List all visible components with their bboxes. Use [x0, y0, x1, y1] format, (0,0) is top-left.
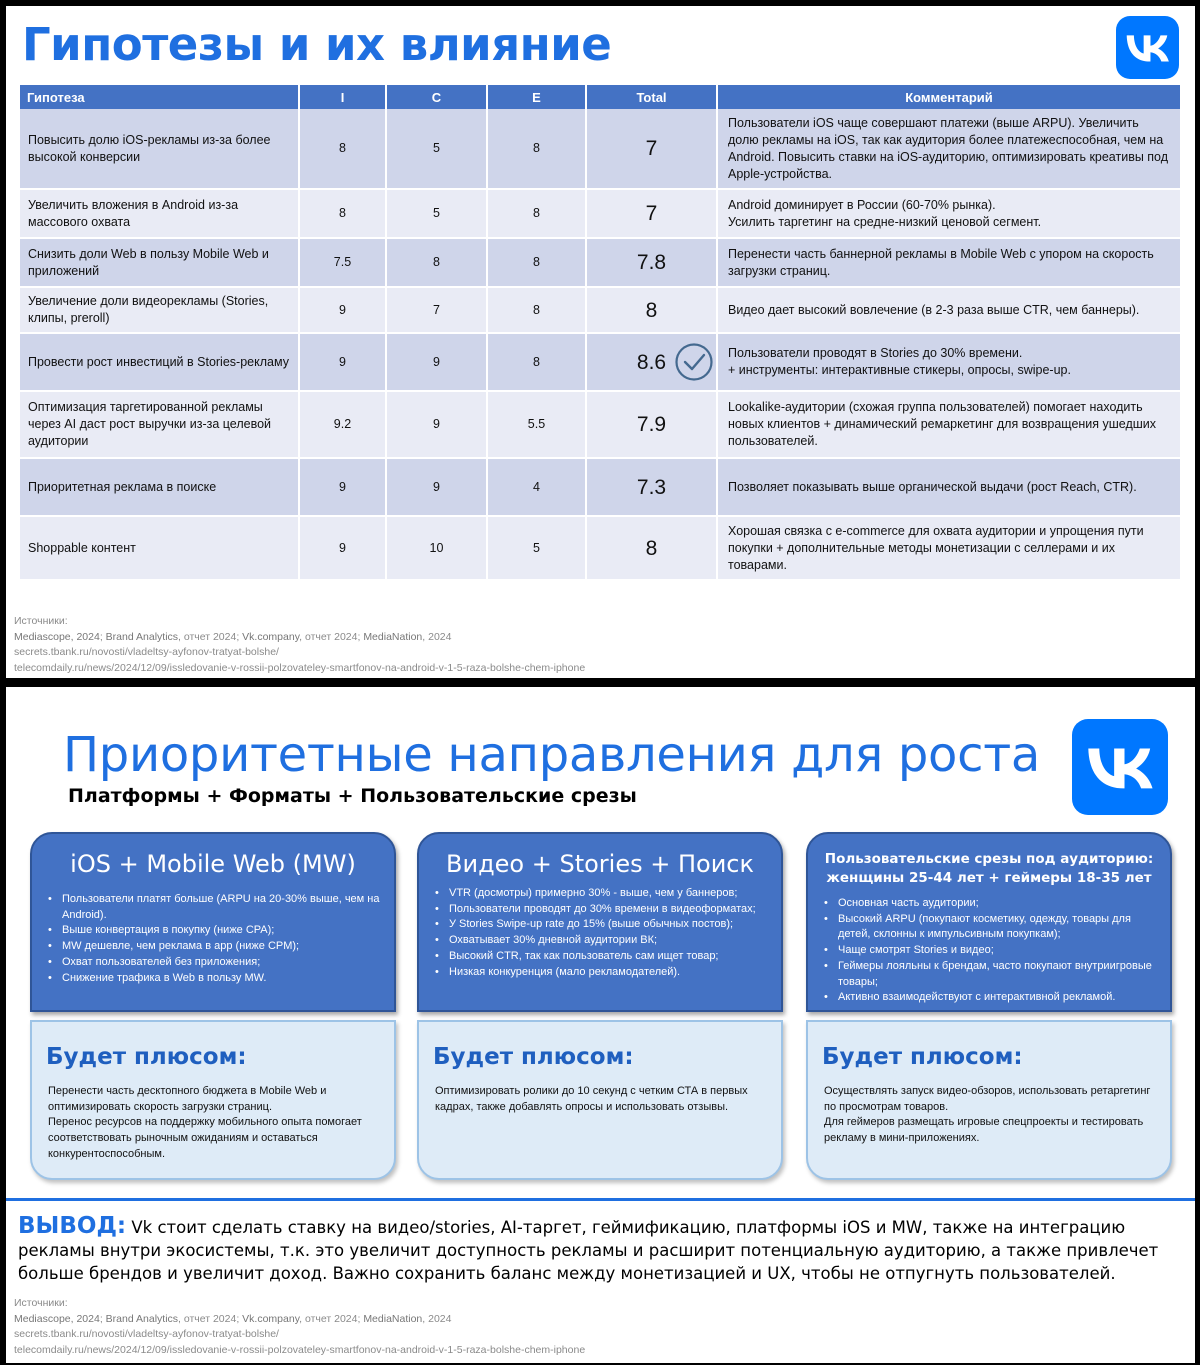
comment-line: Пользователи проводят в Stories до 30% времени.: [728, 346, 1023, 360]
c-score-cell: 9: [386, 333, 487, 391]
source-link[interactable]: telecomdaily.ru/news/2024/12/09/issledovanie-v-rossii-polzovateley-smartfonov-na-android-v-1-5-raza-bolshe-chem-iphone: [14, 1343, 586, 1356]
panel-plus-ios: [30, 1020, 396, 1180]
check-circle-icon: [674, 342, 714, 382]
e-score-cell: 5: [487, 516, 586, 580]
comment-cell: Перенести часть баннерной рекламы в Mobile Web с упором на скорость загрузки страниц.: [717, 238, 1181, 287]
plus-line: Для геймеров размещать игровые спецпроекты и тестировать рекламу в мини-приложениях.: [824, 1116, 1144, 1145]
column-header-c: C: [386, 85, 487, 109]
list-item: • Активно взаимодействуют с интерактивной рекламой.: [808, 990, 1170, 1006]
table-header-row: [20, 85, 1181, 109]
list-item: • У Stories Swipe-up rate до 15% (выше обычных постов);: [419, 917, 781, 933]
i-score-cell: 9: [299, 333, 386, 391]
slide-hypotheses: [6, 6, 1195, 678]
source-link[interactable]: secrets.tbank.ru/novosti/vladeltsy-ayfonov-tratyat-bolshe/: [14, 646, 279, 658]
sources-label: Источники:: [14, 615, 68, 627]
list-item: • Низкая конкуренция (мало рекламодателей).: [419, 965, 781, 981]
panel-title: iOS + Mobile Web (MW): [70, 850, 356, 878]
column-header-hypothesis: Гипотеза: [20, 85, 299, 109]
hypothesis-cell: Увеличение доли видеорекламы (Stories, клипы, preroll): [20, 287, 299, 333]
panel-title-line: Пользовательские срезы под аудиторию:: [824, 851, 1154, 867]
list-item: • Пользователи платят больше (ARPU на 20-30% выше, чем на Android).: [32, 892, 394, 923]
comment-cell: Видео дает высокий вовлечение (в 2-3 раза выше CTR, чем баннеры).: [717, 287, 1181, 333]
table-row: [20, 287, 1181, 333]
panel-video-stories-search: [417, 832, 783, 1012]
i-score-cell: 9: [299, 458, 386, 516]
total-score-cell: 7: [586, 189, 717, 238]
bullet-list: [32, 892, 394, 986]
table-row: [20, 238, 1181, 287]
c-score-cell: 7: [386, 287, 487, 333]
i-score-cell: 8: [299, 109, 386, 189]
list-item: • Охватывает 30% дневной аудитории ВК;: [419, 933, 781, 949]
e-score-cell: 8: [487, 333, 586, 391]
panel-plus-audience: [806, 1020, 1172, 1180]
plus-line: Перенести часть десктопного бюджета в Mobile Web и оптимизировать скорость загрузки страниц.: [48, 1085, 327, 1113]
list-item: • Выше конвертация в покупку (ниже CPA);: [32, 923, 394, 939]
plus-line: Перенос ресурсов на поддержку мобильного опыта помогает соответствовать рыночным ожиданиям и оставаться конкурентоспособным.: [48, 1116, 362, 1160]
plus-line: Осуществлять запуск видео-обзоров, использовать ретаргетинг по просмотрам товаров.: [824, 1085, 1151, 1113]
hypothesis-cell: Повысить долю iOS-рекламы из-за более высокой конверсии: [20, 109, 299, 189]
total-score-cell: 7.8: [586, 238, 717, 287]
vk-logo-icon: [1116, 16, 1179, 79]
e-score-cell: 8: [487, 189, 586, 238]
list-item: • Основная часть аудитории;: [808, 896, 1170, 912]
table-row: [20, 189, 1181, 238]
column-header-total: Total: [586, 85, 717, 109]
divider: [6, 1198, 1195, 1201]
plus-text: [824, 1084, 1160, 1147]
list-item: • Охват пользователей без приложения;: [32, 955, 394, 971]
table-row: [20, 516, 1181, 580]
list-item: • Чаще смотрят Stories и видео;: [808, 943, 1170, 959]
list-item: • VTR (досмотры) примерно 30% - выше, чем у баннеров;: [419, 886, 781, 902]
c-score-cell: 9: [386, 391, 487, 458]
total-score-cell: 7: [586, 109, 717, 189]
c-score-cell: 5: [386, 189, 487, 238]
column-header-e: E: [487, 85, 586, 109]
plus-title: Будет плюсом:: [822, 1044, 1023, 1070]
sources-line: Mediascope, 2024; Brand Analytics, отчет 2024; Vk.company, отчет 2024; MediaNation, 2024: [14, 630, 452, 643]
panel-ios-mobile-web: [30, 832, 396, 1012]
hypothesis-cell: Снизить доли Web в пользу Mobile Web и приложений: [20, 238, 299, 287]
c-score-cell: 9: [386, 458, 487, 516]
list-item: • Геймеры лояльны к брендам, часто покупают внутриигровые товары;: [808, 959, 1170, 990]
column-header-comment: Комментарий: [717, 85, 1181, 109]
e-score-cell: 8: [487, 238, 586, 287]
total-score-value: 8.6: [636, 350, 667, 374]
comment-cell: Позволяет показывать выше органической выдачи (рост Reach, CTR).: [717, 458, 1181, 516]
slide2-title: Приоритетные направления для роста: [63, 727, 1040, 783]
c-score-cell: 5: [386, 109, 487, 189]
plus-line: Оптимизировать ролики до 10 секунд с четким СТА в первых кадрах, также добавлять опросы и использовать отзывы.: [435, 1085, 748, 1113]
i-score-cell: 9: [299, 287, 386, 333]
e-score-cell: 8: [487, 109, 586, 189]
panel-plus-video: [417, 1020, 783, 1180]
e-score-cell: 8: [487, 287, 586, 333]
source-link[interactable]: telecomdaily.ru/news/2024/12/09/issledovanie-v-rossii-polzovateley-smartfonov-na-android-v-1-5-raza-bolshe-chem-iphone: [14, 661, 586, 674]
table-row: [20, 391, 1181, 458]
slide1-title: Гипотезы и их влияние: [22, 18, 612, 71]
sources-line: Mediascope, 2024; Brand Analytics, отчет 2024; Vk.company, отчет 2024; MediaNation, 2024: [14, 1312, 452, 1325]
sources-block: [14, 1296, 585, 1358]
sources-block: [14, 614, 585, 676]
conclusion: [18, 1215, 1186, 1285]
bullet-list: [419, 886, 781, 980]
total-score-cell: 7.3: [586, 458, 717, 516]
total-score-cell: 8: [586, 516, 717, 580]
list-item: • Высокий ARPU (покупают косметику, одежду, товары для детей, склонны к импульсивным покупкам);: [808, 912, 1170, 943]
c-score-cell: 8: [386, 238, 487, 287]
bullet-list: [808, 896, 1170, 1006]
conclusion-text: Vk стоит сделать ставку на видео/stories, AI-таргет, геймификацию, платформы iOS и MW, также на интеграцию рекламы внутри экосистемы, т.к. это увеличит доступность рекламы и расширит потенциальную аудиторию, а также привлечет больше брендов и увеличит доход. Важно сохранить баланс между монетизацией и UX, чтобы не отпугнуть пользователей.: [18, 1218, 1159, 1283]
total-score-cell: [586, 333, 717, 391]
e-score-cell: 4: [487, 458, 586, 516]
comment-cell: Lookalike-аудитории (схожая группа пользователей) помогает находить новых клиентов + динамический ремаркетинг для возвращения ушедших пользователей.: [717, 391, 1181, 458]
comment-line: Усилить таргетинг на средне-низкий ценовой сегмент.: [728, 214, 1042, 229]
table-row: [20, 458, 1181, 516]
column-header-i: I: [299, 85, 386, 109]
hypotheses-table: [20, 85, 1182, 581]
comment-cell: Хорошая связка с e-commerce для охвата аудитории и упрощения пути покупки + дополнительные методы монетизации с селлерами и их товарами.: [717, 516, 1181, 580]
source-link[interactable]: secrets.tbank.ru/novosti/vladeltsy-ayfonov-tratyat-bolshe/: [14, 1328, 279, 1340]
conclusion-label: ВЫВОД:: [18, 1213, 127, 1239]
table-row: [20, 109, 1181, 189]
table-row: [20, 333, 1181, 391]
sources-label: Источники:: [14, 1297, 68, 1309]
comment-cell: [717, 333, 1181, 391]
hypothesis-cell: Shoppable контент: [20, 516, 299, 580]
plus-title: Будет плюсом:: [433, 1044, 634, 1070]
e-score-cell: 5.5: [487, 391, 586, 458]
panel-title-line: женщины 25-44 лет + геймеры 18-35 лет: [826, 870, 1152, 886]
hypothesis-cell: Оптимизация таргетированной рекламы через AI даст рост выручки из-за целевой аудитории: [20, 391, 299, 458]
i-score-cell: 9.2: [299, 391, 386, 458]
slide2-subtitle: Платформы + Форматы + Пользовательские срезы: [68, 785, 637, 807]
plus-title: Будет плюсом:: [46, 1044, 247, 1070]
panel-audience-segments: [806, 832, 1172, 1012]
vk-logo-icon: [1072, 719, 1168, 815]
plus-text: [435, 1084, 771, 1115]
list-item: • Высокий CTR, так как пользователь сам ищет товар;: [419, 949, 781, 965]
c-score-cell: 10: [386, 516, 487, 580]
panel-title: Видео + Stories + Поиск: [446, 850, 754, 878]
total-score-cell: 7.9: [586, 391, 717, 458]
list-item: • MW дешевле, чем реклама в app (ниже CPM);: [32, 939, 394, 955]
hypothesis-cell: Провести рост инвестиций в Stories-рекламу: [20, 333, 299, 391]
i-score-cell: 9: [299, 516, 386, 580]
comment-cell: [717, 189, 1181, 238]
i-score-cell: 7.5: [299, 238, 386, 287]
hypothesis-cell: Увеличить вложения в Android из-за массового охвата: [20, 189, 299, 238]
hypothesis-cell: Приоритетная реклама в поиске: [20, 458, 299, 516]
list-item: • Снижение трафика в Web в пользу MW.: [32, 971, 394, 987]
comment-cell: Пользователи iOS чаще совершают платежи (выше ARPU). Увеличить долю рекламы на iOS, так как аудитория более платежеспособная, чем на Android. Повысить ставки на iOS-аудиторию, оптимизировать креативы под Apple-устройства.: [717, 109, 1181, 189]
comment-line: Android доминирует в России (60-70% рынка).: [728, 197, 996, 212]
comment-line: + инструменты: интерактивные стикеры, опросы, swipe-up.: [728, 363, 1071, 377]
i-score-cell: 8: [299, 189, 386, 238]
total-score-cell: 8: [586, 287, 717, 333]
list-item: • Пользователи проводят до 30% времени в видеоформатах;: [419, 902, 781, 918]
slide-growth-directions: [6, 687, 1195, 1363]
panel-title: [808, 850, 1170, 888]
plus-text: [48, 1084, 384, 1163]
